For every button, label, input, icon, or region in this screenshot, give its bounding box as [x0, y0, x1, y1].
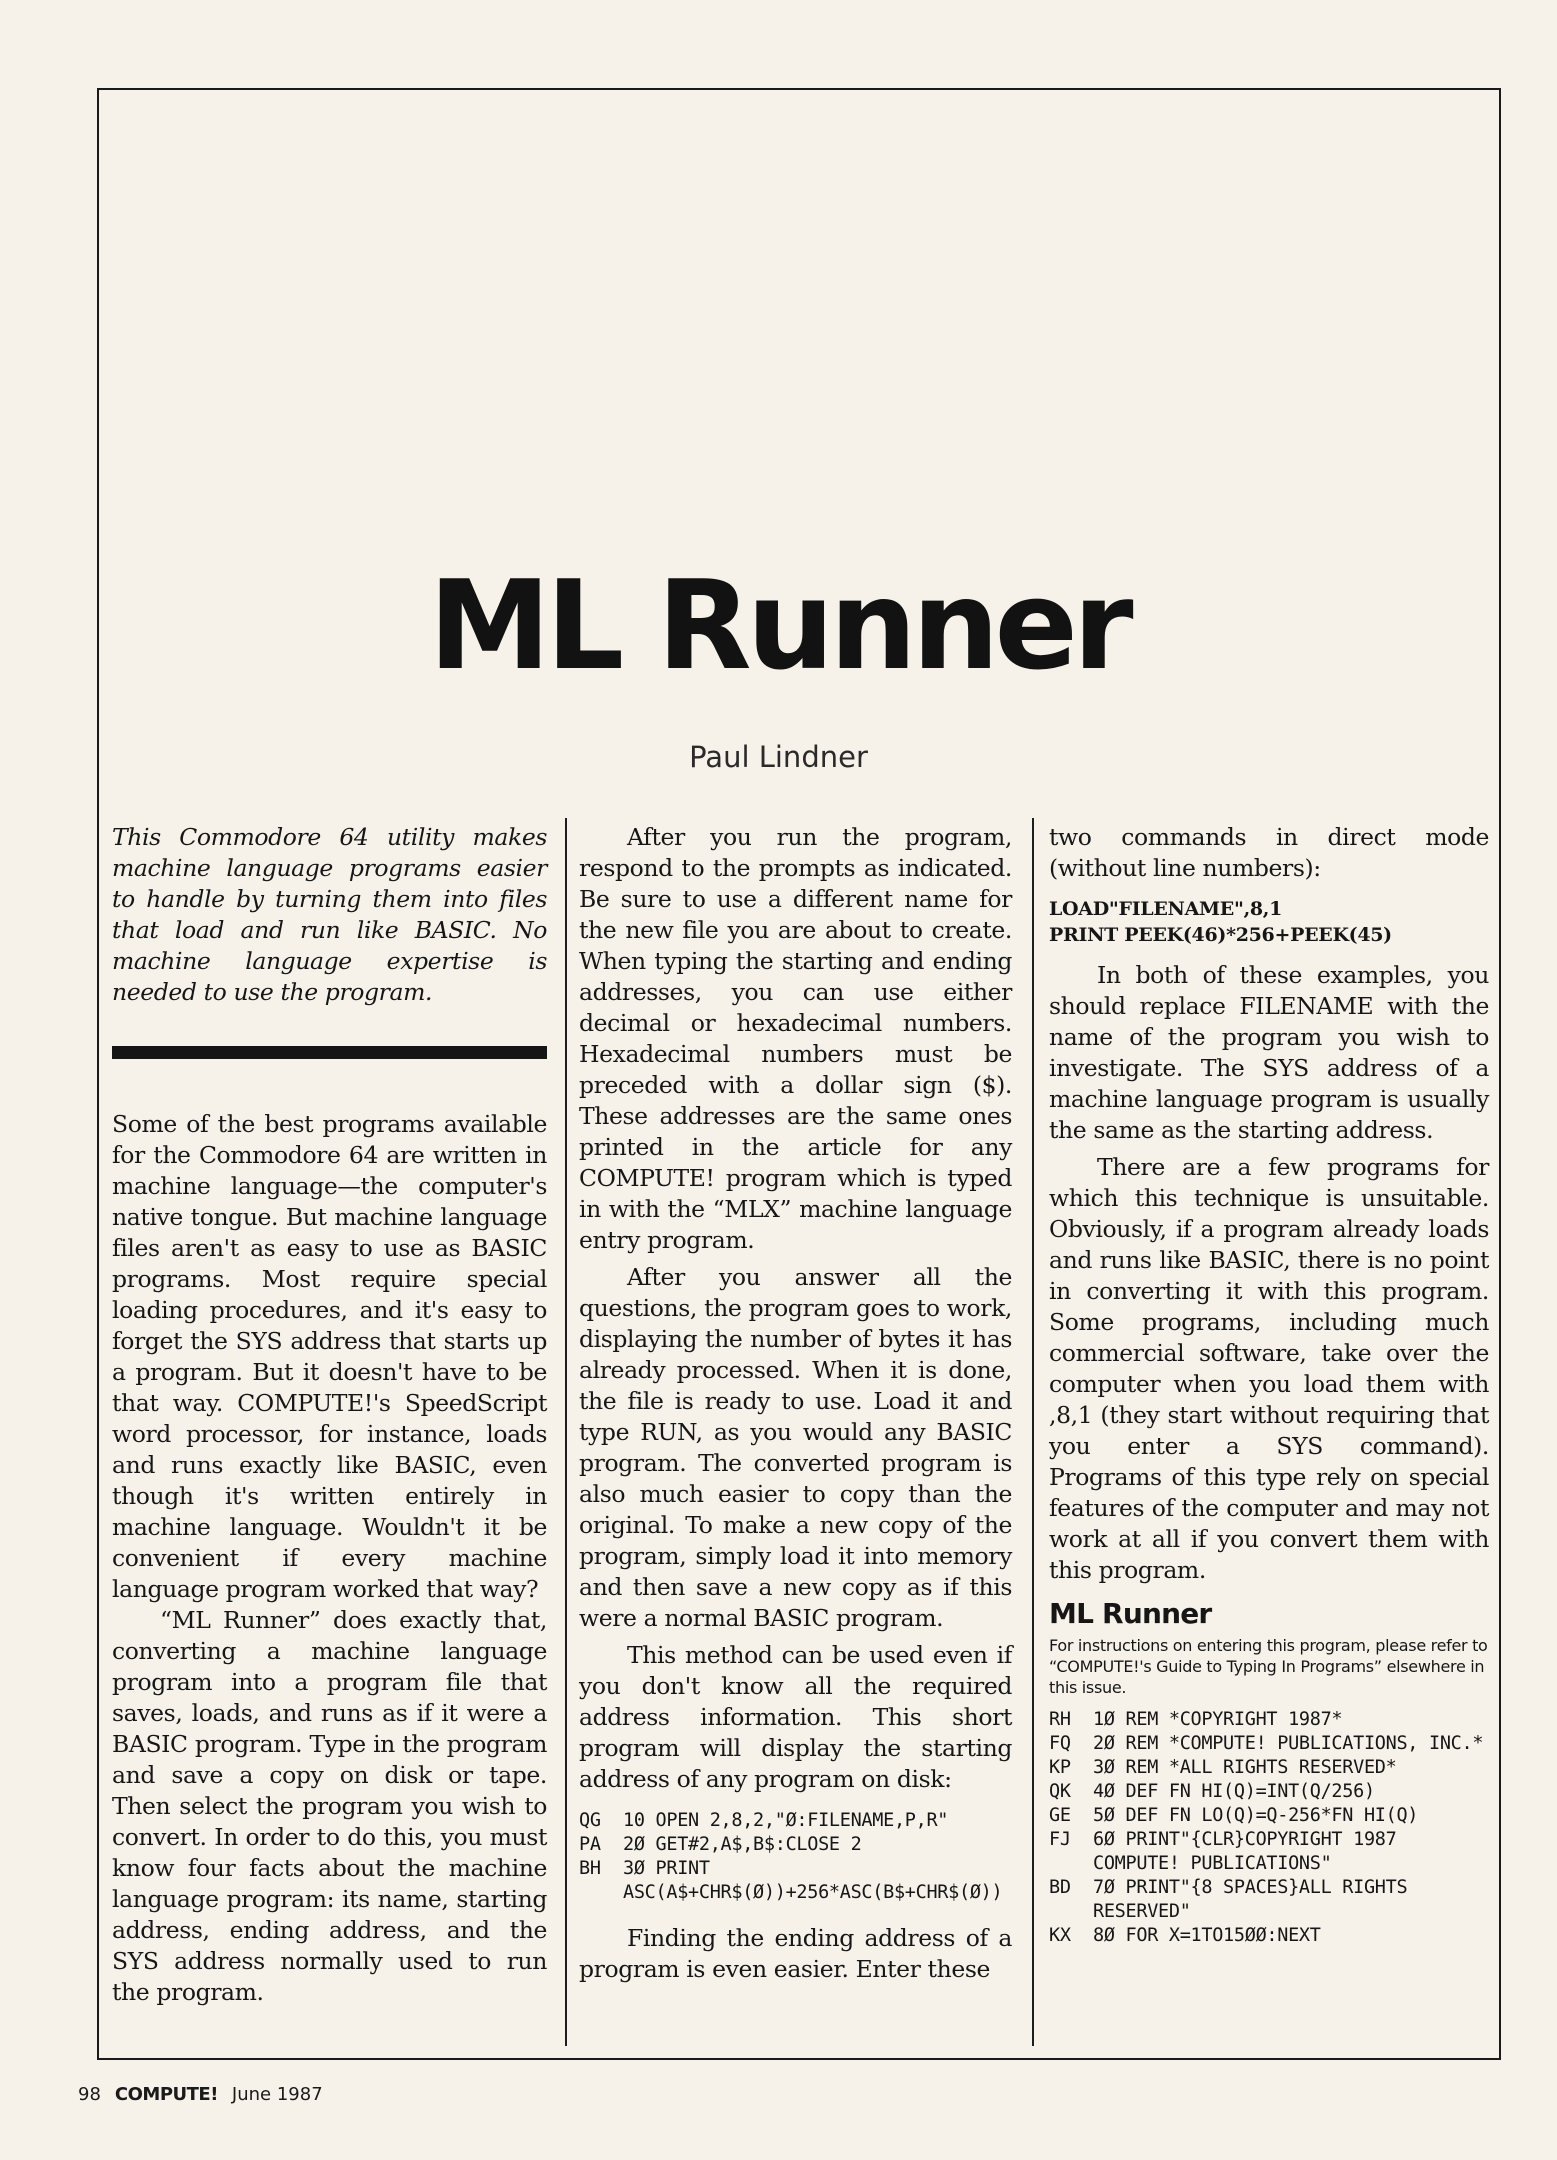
code-line: [579, 1833, 1012, 1857]
body-paragraph: Some of the best programs available for the Commodore 64 are written in machine language—the computer's native tongue. But machine language files aren't as easy to use as BASIC programs. Most require special loading procedures, and it's easy to forget the SYS address that starts up a program. But it doesn't have to be that way. COMPUTE!'s SpeedScript word processor, for instance, loads and runs exactly like BASIC, even though it's written entirely in machine language. Wouldn't it be convenient if every machine language program worked that way?: [112, 1110, 547, 1603]
page-number: 98: [78, 2084, 101, 2105]
author-byline: Paul Lindner: [689, 740, 868, 774]
command-line: LOAD"FILENAME",8,1: [1049, 898, 1283, 920]
code-text: 8Ø FOR X=1TO15ØØ:NEXT: [1093, 1925, 1321, 1946]
checksum: GE: [1049, 1805, 1071, 1826]
checksum: FQ: [1049, 1733, 1071, 1754]
page-footer: [78, 2084, 323, 2105]
program-listing: [1049, 1708, 1489, 1948]
article-title: ML Runner: [428, 555, 1129, 698]
checksum: BD: [1049, 1877, 1071, 1898]
column-divider-left: [565, 818, 567, 2046]
column-1: [112, 822, 547, 2008]
code-text: 6Ø PRINT"{CLR}COPYRIGHT 1987 COMPUTE! PUBLICATIONS": [1093, 1829, 1408, 1874]
checksum: QG: [579, 1810, 601, 1831]
code-text: 3Ø PRINT ASC(A$+CHR$(Ø))+256*ASC(B$+CHR$(Ø)): [623, 1858, 1003, 1903]
checksum: QK: [1049, 1781, 1071, 1802]
column-divider-right: [1032, 818, 1034, 2046]
checksum: PA: [579, 1834, 601, 1855]
checksum: BH: [579, 1858, 601, 1879]
code-line: [1049, 1756, 1489, 1780]
body-paragraph: two commands in direct mode (without line numbers):: [1049, 823, 1489, 882]
code-line: [579, 1809, 1012, 1833]
body-paragraph: After you answer all the questions, the program goes to work, displaying the number of bytes it has already processed. When it is done, the file is ready to use. Load it and type RUN, as you would any BASIC program. The converted program is also much easier to copy than the original. To make a new copy of the program, simply load it into memory and then save a new copy as if this were a normal BASIC program.: [579, 1263, 1012, 1632]
code-text: 1Ø REM *COPYRIGHT 1987*: [1093, 1709, 1343, 1730]
code-line: [1049, 1828, 1489, 1876]
checksum: FJ: [1049, 1829, 1071, 1850]
checksum: RH: [1049, 1709, 1071, 1730]
issue-date: June 1987: [231, 2084, 323, 2105]
body-paragraph: There are a few programs for which this technique is unsuitable. Obviously, if a program already loads and runs like BASIC, there is no point in converting it with this program. Some programs, including much commercial software, take over the computer when you load them with ,8,1 (they start without requiring that you enter a SYS command). Programs of this type rely on special features of the computer and may not work at all if you convert them with this program.: [1049, 1153, 1489, 1584]
code-line: [1049, 1876, 1489, 1924]
code-line: [1049, 1924, 1489, 1948]
code-text: 5Ø DEF FN LO(Q)=Q-256*FN HI(Q): [1093, 1805, 1419, 1826]
body-paragraph: After you run the program, respond to the prompts as indicated. Be sure to use a different name for the new file you are about to create. When typing the starting and ending addresses, you can use either decimal or hexadecimal numbers. Hexadecimal numbers must be preceded with a dollar sign ($). These addresses are the same ones printed in the article for any COMPUTE! program which is typed in with the “MLX” machine language entry program.: [579, 823, 1012, 1254]
code-line: [1049, 1708, 1489, 1732]
intro-blurb: This Commodore 64 utility makes machine language programs easier to handle by turning them into files that load and run like BASIC. No machine language expertise is needed to use the program.: [112, 823, 547, 1006]
listing-note: For instructions on entering this program, please refer to “COMPUTE!'s Guide to Typing In Programs” elsewhere in this issue.: [1049, 1636, 1488, 1697]
column-3: [1049, 822, 1489, 1966]
code-text: 2Ø GET#2,A$,B$:CLOSE 2: [623, 1834, 862, 1855]
code-line: [1049, 1780, 1489, 1804]
code-line: [579, 1857, 1012, 1905]
command-line: PRINT PEEK(46)*256+PEEK(45): [1049, 924, 1392, 946]
code-line: [1049, 1732, 1489, 1756]
code-text: 10 OPEN 2,8,2,"Ø:FILENAME,P,R": [623, 1810, 949, 1831]
checksum: KP: [1049, 1757, 1071, 1778]
code-line: [1049, 1804, 1489, 1828]
direct-mode-commands: [1049, 896, 1489, 948]
code-text: 3Ø REM *ALL RIGHTS RESERVED*: [1093, 1757, 1397, 1778]
checksum: KX: [1049, 1925, 1071, 1946]
body-paragraph: Finding the ending address of a program is even easier. Enter these: [579, 1924, 1012, 1983]
address-code-listing: [579, 1809, 1012, 1905]
code-text: 7Ø PRINT"{8 SPACES}ALL RIGHTS RESERVED": [1093, 1877, 1419, 1922]
code-text: 4Ø DEF FN HI(Q)=INT(Q/256): [1093, 1781, 1375, 1802]
intro-divider-bar: [112, 1046, 547, 1059]
column-2: [579, 822, 1012, 1985]
listing-title: ML Runner: [1049, 1597, 1212, 1630]
body-paragraph: In both of these examples, you should replace FILENAME with the name of the program you wish to investigate. The SYS address of a machine language program is usually the same as the starting address.: [1049, 961, 1489, 1144]
body-paragraph: “ML Runner” does exactly that, converting a machine language program into a program file that saves, loads, and runs as if it were a BASIC program. Type in the program and save a copy on disk or tape. Then select the program you wish to convert. In order to do this, you must know four facts about the machine language program: its name, starting address, ending address, and the SYS address normally used to run the program.: [112, 1606, 547, 2006]
body-paragraph: This method can be used even if you don't know all the required address information. This short program will display the starting address of any program on disk:: [579, 1641, 1012, 1793]
magazine-name: COMPUTE!: [114, 2084, 218, 2105]
code-text: 2Ø REM *COMPUTE! PUBLICATIONS, INC.*: [1093, 1733, 1484, 1754]
